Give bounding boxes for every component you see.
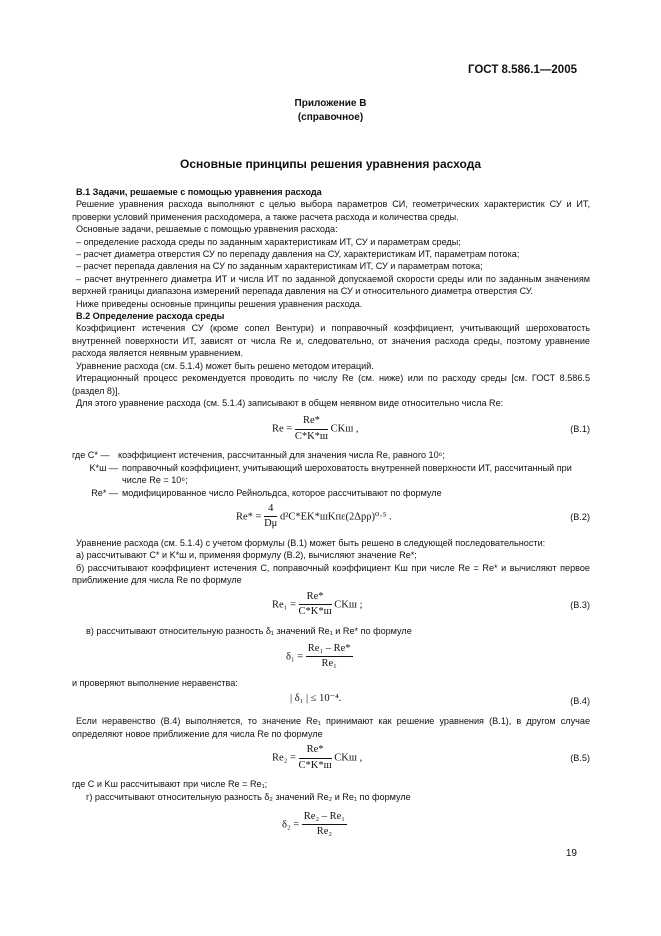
list-item: – расчет перепада давления на СУ по заданным характеристикам ИТ, СУ и параметрам потока;	[76, 261, 483, 272]
eq-b1-lhs: Re =	[272, 423, 293, 435]
equation-b3	[72, 591, 590, 619]
definition-c: где C* — коэффициент истечения, рассчитанный для значения числа Re, равного 10⁶;	[72, 450, 445, 461]
eq-b4-label: (В.4)	[570, 696, 590, 707]
list-item: – определение расхода среды по заданным характеристикам ИТ, СУ и параметрам среды;	[76, 236, 461, 247]
eq-b2-lhs: Re* =	[236, 511, 262, 523]
equation-b2	[72, 503, 590, 531]
step-b: б) рассчитывают коэффициент истечения C, поправочный коэффициент Kш при числе Re = Re* и вычисляют первое приближение для числа Re по формуле	[72, 562, 590, 586]
step-a: а) рассчитывают C* и K*ш и, применяя формулу (В.2), вычисляют значение Re*;	[76, 550, 417, 561]
eq-b5-rhs: CKш ,	[334, 752, 363, 764]
paragraph: Основные задачи, решаемые с помощью уравнения расхода:	[76, 224, 338, 235]
eq-b2-numerator: 4	[264, 503, 277, 517]
eq-b5-lhs: Re₂ =	[272, 752, 296, 764]
eq-b2-denominator: Dμ	[264, 518, 278, 530]
list-item: – расчет внутреннего диаметра ИТ и числа ИТ по заданной допускаемой скорости среды или по заданным значениям верхней границы диапазона измерений перепада давления на СУ и относительного диаметра отверстия СУ.	[72, 273, 590, 297]
equation-d1	[72, 643, 590, 671]
eq-b3-label: (В.3)	[570, 599, 590, 610]
eq-b3-rhs: CKш ;	[334, 598, 363, 610]
eq-d1-lhs: δ₁ =	[286, 651, 304, 663]
eq-b3-numerator: Re*	[299, 591, 332, 605]
list-item: – расчет диаметра отверстия СУ по перепаду давления на СУ, характеристикам ИТ, параметрам потока;	[76, 249, 520, 260]
paragraph: Коэффициент истечения СУ (кроме сопел Вентури) и поправочный коэффициент, учитывающий шероховатость внутренней поверхности ИТ, зависят от числа Re и, следовательно, от значения расхода среды, поэтому уравнение расхода является неявным уравнением.	[72, 323, 590, 359]
equation-d2	[72, 811, 590, 839]
eq-b3-lhs: Re₁ =	[272, 598, 296, 610]
eq-b4-expr: | δ₁ | ≤ 10⁻⁴.	[290, 693, 342, 705]
eq-b1-numerator: Re*	[295, 415, 328, 429]
eq-b3-denominator: C*K*ш	[298, 605, 332, 617]
eq-d2-denominator: Re₂	[316, 826, 333, 838]
definition-re: Re* — модифицированное число Рейнольдса, которое рассчитывают по формуле	[91, 487, 442, 498]
page-number: 19	[565, 848, 577, 859]
eq-b2-rhs: d²C*EK*шKпε(2Δpρ)⁰·⁵ .	[279, 511, 392, 523]
section-b2-title: В.2 Определение расхода среды	[76, 311, 225, 322]
paragraph: Если неравенство (В.4) выполняется, то значение Re₁ принимают как решение уравнения (В.1), в другом случае определяют новое приближение для числа Re по формуле	[72, 716, 590, 739]
paragraph: Для этого уравнение расхода (см. 5.1.4) записывают в общем неявном виде относительно числа Re:	[76, 397, 504, 408]
definition-k: K*ш — поправочный коэффициент, учитывающий шероховатость внутренней поверхности ИТ, рассчитанный при числе Re = 10⁶;	[89, 462, 572, 486]
appendix-title: Приложение В	[294, 98, 367, 109]
equation-b4	[72, 693, 590, 709]
appendix-subtitle: (справочное)	[297, 112, 364, 123]
eq-d1-denominator: Re₁	[321, 658, 337, 670]
eq-b2-label: (В.2)	[570, 511, 590, 522]
step-g: г) рассчитывают относительную разность δ₂ значений Re₂ и Re₁ по формуле	[86, 791, 411, 802]
paragraph: Уравнение расхода (см. 5.1.4) может быть решено методом итераций.	[76, 360, 374, 371]
document-body	[72, 186, 590, 839]
paragraph: Уравнение расхода (см. 5.1.4) с учетом формулы (В.1) может быть решено в следующей последовательности:	[76, 537, 546, 548]
main-title: Основные принципы решения уравнения расхода	[179, 157, 482, 171]
appendix-heading	[0, 97, 661, 125]
paragraph: Ниже приведены основные принципы решения уравнения расхода.	[76, 298, 363, 309]
equation-b5	[72, 744, 590, 772]
eq-d2-lhs: δ₂ =	[282, 819, 300, 831]
standard-code: ГОСТ 8.586.1—2005	[467, 64, 577, 76]
step-v: в) рассчитывают относительную разность δ₁ значений Re₁ и Re* по формуле	[86, 625, 412, 636]
eq-b5-denominator: C*K*ш	[298, 759, 332, 771]
paragraph: где C и Kш рассчитывают при числе Re = Re₁;	[72, 779, 268, 790]
paragraph: и проверяют выполнение неравенства:	[72, 677, 238, 688]
eq-d1-numerator: Re₁ – Re*	[306, 643, 353, 657]
eq-b5-numerator: Re*	[299, 744, 332, 758]
equation-b1	[72, 415, 590, 443]
section-b1-title: В.1 Задачи, решаемые с помощью уравнения расхода	[76, 187, 322, 197]
eq-b1-label: (В.1)	[570, 424, 590, 435]
eq-b1-denominator: C*K*ш	[294, 430, 329, 442]
eq-b5-label: (В.5)	[570, 752, 590, 763]
paragraph: Итерационный процесс рекомендуется проводить по числу Re (см. ниже) или по расходу среды [см. ГОСТ 8.586.5 (раздел 8)].	[72, 373, 590, 396]
eq-d2-numerator: Re₂ – Re₁	[302, 811, 347, 825]
eq-b1-rhs: CKш ,	[330, 423, 359, 435]
paragraph: Решение уравнения расхода выполняют с целью выбора параметров СИ, геометрических характеристик СУ и ИТ, проверки условий применения расходомера, а также расчета расхода и количества среды.	[72, 199, 590, 222]
